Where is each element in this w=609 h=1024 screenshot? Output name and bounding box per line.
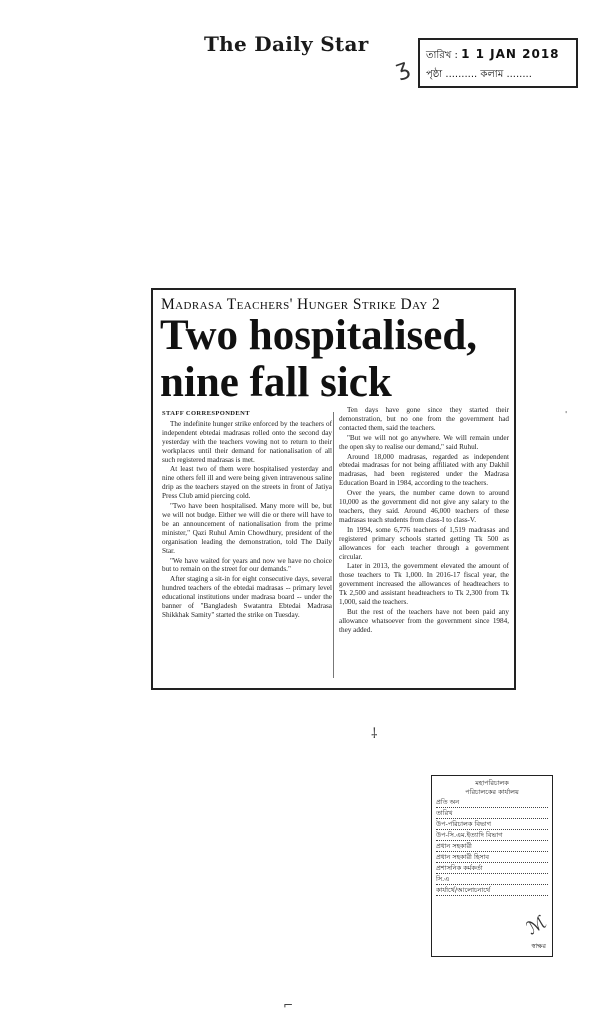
stamp-header-2: পরিচালকের কার্যালয় bbox=[465, 788, 519, 796]
article-column-right bbox=[339, 406, 509, 636]
article-paragraph: "We have waited for years and now we have no choice but to remain on the street for our demands." bbox=[162, 556, 332, 574]
article-paragraph: "Two have been hospitalised. Many more will be, but we will not budge. Either we will die or there will have to be an announcement of nationalisation from the prime minister," Qazi Ruhul Amin Chowdhury, president of the organisation leading the demonstration, told The Daily Star. bbox=[162, 502, 332, 555]
article-paragraph: In 1994, some 6,776 teachers of 1,519 madrasas and registered primary schools started getting Tk 500 as allowances for each teacher through a government circular. bbox=[339, 525, 509, 561]
column-divider bbox=[333, 412, 334, 678]
pen-mark-icon: ʒ bbox=[392, 54, 413, 83]
column-label: কলাম bbox=[480, 69, 504, 80]
stamp-line: প্রধান সহকারী হিসাব bbox=[436, 852, 548, 863]
stamp-line: সি.এ bbox=[436, 874, 548, 885]
stamp-header-1: মহাপরিচালক bbox=[475, 779, 509, 787]
article-paragraph: At least two of them were hospitalised yesterday and nine others fell ill and were being given intravenous saline drip as the teachers stayed on the streets in front of Jatiya Press Club amid piercing cold. bbox=[162, 465, 332, 501]
ink-speck-icon: ⸸ bbox=[371, 726, 378, 742]
stamp-line: প্রধান সহকারী bbox=[436, 841, 548, 852]
article-paragraph: Ten days have gone since they started their demonstration, but no one from the government had contacted them, said the teachers. bbox=[339, 406, 509, 432]
ink-speck-icon: ⌐ bbox=[283, 998, 294, 1012]
article-paragraph: Over the years, the number came down to around 10,000 as the government did not give any salary to the teachers, they said. Around 46,000 teachers of these madrasas teach students from class-I to class-V. bbox=[339, 489, 509, 524]
page-label: পৃষ্ঠা bbox=[426, 69, 443, 80]
date-row: তারিখ : 1 1 JAN 2018 bbox=[426, 47, 560, 61]
article-paragraph: The indefinite hunger strike enforced by the teachers of independent ebtedai madrasas rolled onto the second day yesterday with the teachers vowing not to return to their workplaces until their demand for nationalisation of all such registered madrasas is met. bbox=[162, 419, 332, 464]
article-paragraph: But the rest of the teachers have not been paid any allowance whatsoever from the government since 1984, they added. bbox=[339, 607, 509, 634]
headline-line-2: nine fall sick bbox=[160, 359, 392, 406]
article-column-left bbox=[162, 410, 332, 621]
date-value: 1 1 JAN 2018 bbox=[461, 47, 560, 61]
signature-icon: ℳ bbox=[523, 911, 551, 940]
stamp-line: প্রতি অন bbox=[436, 797, 548, 808]
newspaper-masthead: The Daily Star bbox=[204, 32, 369, 56]
article-paragraph: "But we will not go anywhere. We will remain under the open sky to realise our demand," said Ruhul. bbox=[339, 433, 509, 451]
stamp-line: তারিখ bbox=[436, 808, 548, 819]
stamp-header bbox=[432, 776, 552, 797]
article-paragraph: Later in 2013, the government elevated the amount of those teachers to Tk 1,000. In 2016-17 fiscal year, the government increased the allowances of headteachers to Tk 2,500 and assistant headteachers to Tk 2,300 from Tk 1,000, said the teachers. bbox=[339, 562, 509, 607]
stamp-line: উপ-সি.এম.ইত্যাদি বিভাগ bbox=[436, 830, 548, 841]
stamp-line: প্রশাসনিক কর্মকর্তা bbox=[436, 863, 548, 874]
stamp-line: উপ-পরিচালক বিভাগ bbox=[436, 819, 548, 830]
article-paragraph: Around 18,000 madrasas, regarded as independent ebtedai madrasas for not being affiliated with any Dakhil madrasas, had been registered under the Madrasa Education Board in 1984, according to the teachers. bbox=[339, 452, 509, 488]
date-label: তারিখ bbox=[426, 50, 452, 61]
page-row: পৃষ্ঠা .......... কলাম ........ bbox=[426, 69, 532, 80]
article-kicker: Madrasa Teachers' Hunger Strike Day 2 bbox=[161, 296, 441, 313]
ink-speck-icon: ' bbox=[565, 410, 568, 419]
stamp-footer: স্বাক্ষর bbox=[531, 942, 546, 950]
date-stamp bbox=[418, 38, 578, 88]
headline-line-1: Two hospitalised, bbox=[160, 312, 477, 359]
news-clipping bbox=[151, 288, 516, 690]
stamp-line: কার্যার্থে/আলোচনার্থে bbox=[436, 885, 548, 896]
article-paragraph: After staging a sit-in for eight consecutive days, several hundred teachers of the ebtedai madrasas -- primary level educational institutions under madrasa board -- under the banner of "Bangladesh Swatantra Ebtedai Madrasa Shikkhak Samity" started the strike on Tuesday. bbox=[162, 575, 332, 619]
article-headline bbox=[160, 312, 477, 406]
article-byline: STAFF CORRESPONDENT bbox=[162, 410, 250, 417]
